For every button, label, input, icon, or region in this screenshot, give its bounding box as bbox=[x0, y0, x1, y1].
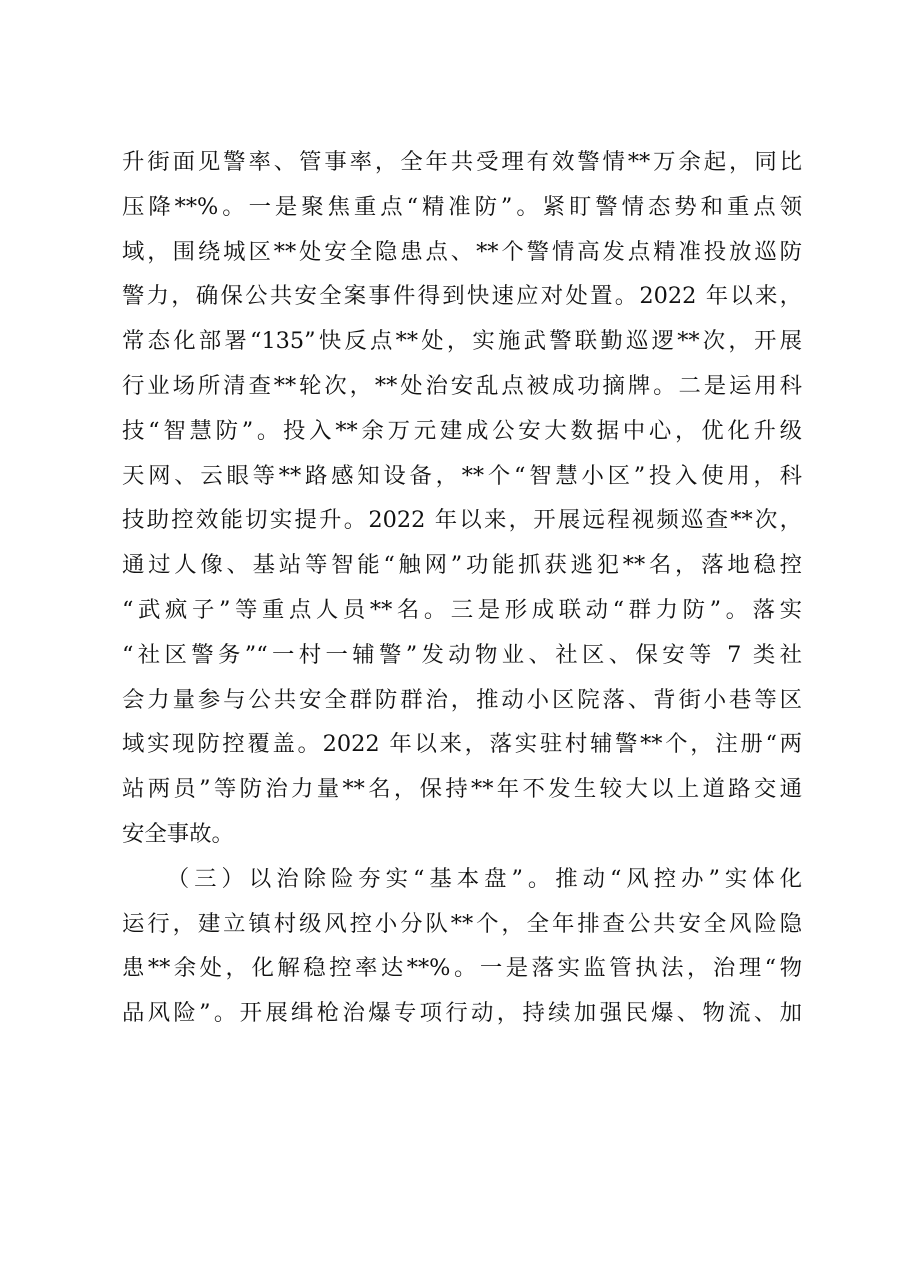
text-line-9: 技助控效能切实提升。2022 年以来，开展远程视频巡查**次， bbox=[122, 507, 802, 534]
text-line-1: 升街面见警率、管事率，全年共受理有效警情**万余起，同比 bbox=[122, 149, 802, 175]
text-line-7: 技“智慧防”。投入**余万元建成公安大数据中心，优化升级 bbox=[122, 417, 802, 444]
text-line-15: 站两员”等防治力量**名，保持**年不发生较大以上道路交通 bbox=[122, 776, 802, 803]
text-line-13: 会力量参与公共安全群防群治，推动小区院落、背街小巷等区 bbox=[122, 686, 802, 713]
text-line-20: 品风险”。开展缉枪治爆专项行动，持续加强民爆、物流、加 bbox=[122, 1000, 802, 1027]
text-line-14: 域实现防控覆盖。2022 年以来，落实驻村辅警**个，注册“两 bbox=[122, 731, 802, 758]
text-line-18: 运行，建立镇村级风控小分队**个，全年排查公共安全风险隐 bbox=[122, 910, 802, 937]
text-line-3: 域，围绕城区**处安全隐患点、**个警情高发点精准投放巡防 bbox=[122, 238, 802, 265]
text-line-8: 天网、云眼等**路感知设备，**个“智慧小区”投入使用，科 bbox=[122, 462, 802, 489]
text-line-2: 压降**%。一是聚焦重点“精准防”。紧盯警情态势和重点领 bbox=[122, 193, 802, 220]
section-heading-line: （三）以治除险夯实“基本盘”。推动“风控办”实体化 bbox=[166, 865, 802, 892]
text-line-12: “社区警务”“一村一辅警”发动物业、社区、保安等 7 类社 bbox=[122, 641, 802, 668]
text-line-10: 通过人像、基站等智能“触网”功能抓获逃犯**名，落地稳控 bbox=[122, 552, 802, 579]
text-line-6: 行业场所清查**轮次，**处治安乱点被成功摘牌。二是运用科 bbox=[122, 372, 802, 399]
text-line-11: “武疯子”等重点人员**名。三是形成联动“群力防”。落实 bbox=[122, 596, 802, 623]
text-line-4: 警力，确保公共安全案事件得到快速应对处置。2022 年以来， bbox=[122, 283, 802, 310]
text-line-16: 安全事故。 bbox=[122, 820, 234, 847]
text-line-19: 患**余处，化解稳控率达**%。一是落实监管执法，治理“物 bbox=[122, 955, 802, 982]
text-line-5: 常态化部署“135”快反点**处，实施武警联勤巡逻**次，开展 bbox=[122, 328, 802, 355]
document-body bbox=[122, 140, 802, 1036]
